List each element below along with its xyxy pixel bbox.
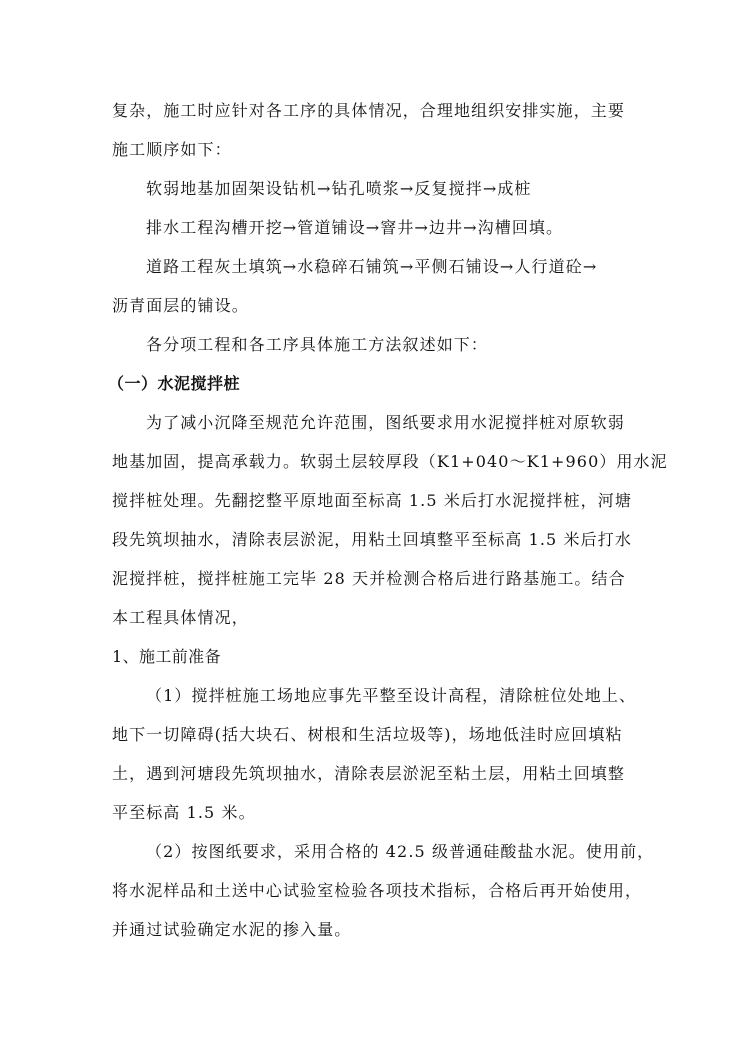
paragraph-line: （1）搅拌桩施工场地应事先平整至设计高程，清除桩位处地上、: [146, 686, 637, 705]
paragraph-line: 各分项工程和各工序具体施工方法叙述如下：: [146, 335, 489, 354]
paragraph-line: 平至标高 1.5 米。: [112, 803, 256, 822]
paragraph-line: 沥青面层的铺设。: [112, 296, 249, 315]
paragraph-line: 地基加固，提高承载力。软弱土层较厚段（K1+040～K1+960）用水泥: [112, 452, 668, 471]
paragraph-line: 搅拌桩处理。先翻挖整平原地面至标高 1.5 米后打水泥搅拌桩，河塘: [112, 491, 632, 510]
paragraph-line: 为了减小沉降至规范允许范围，图纸要求用水泥搅拌桩对原软弱: [146, 413, 625, 432]
subsection-heading: 1、施工前准备: [112, 647, 221, 666]
paragraph-line: 复杂，施工时应针对各工序的具体情况，合理地组织安排实施，主要: [112, 101, 626, 120]
paragraph-line: 软弱地基加固架设钻机→钻孔喷浆→反复搅拌→成桩: [146, 179, 532, 198]
paragraph-line: 段先筑坝抽水，清除表层淤泥，用粘土回填整平至标高 1.5 米后打水: [112, 530, 632, 549]
paragraph-line: 施工顺序如下：: [112, 140, 232, 159]
paragraph-line: 本工程具体情况，: [112, 608, 249, 627]
paragraph-line: 并通过试验确定水泥的掺入量。: [112, 920, 352, 939]
paragraph-line: 将水泥样品和土送中心试验室检验各项技术指标，合格后再开始使用，: [112, 881, 643, 900]
paragraph-line: 土，遇到河塘段先筑坝抽水，清除表层淤泥至粘土层，用粘土回填整: [112, 764, 626, 783]
paragraph-line: （2）按图纸要求，采用合格的 42.5 级普通硅酸盐水泥。使用前，: [146, 842, 655, 861]
section-heading: （一）水泥搅拌桩: [108, 374, 241, 393]
paragraph-line: 道路工程灰土填筑→水稳碎石铺筑→平侧石铺设→人行道砼→: [146, 257, 598, 276]
paragraph-line: 地下一切障碍(括大块石、树根和生活垃圾等)，场地低洼时应回填粘: [112, 725, 623, 744]
paragraph-line: 泥搅拌桩，搅拌桩施工完毕 28 天并检测合格后进行路基施工。结合: [112, 569, 626, 588]
paragraph-line: 排水工程沟槽开挖→管道铺设→窨井→边井→沟槽回填。: [146, 218, 564, 237]
